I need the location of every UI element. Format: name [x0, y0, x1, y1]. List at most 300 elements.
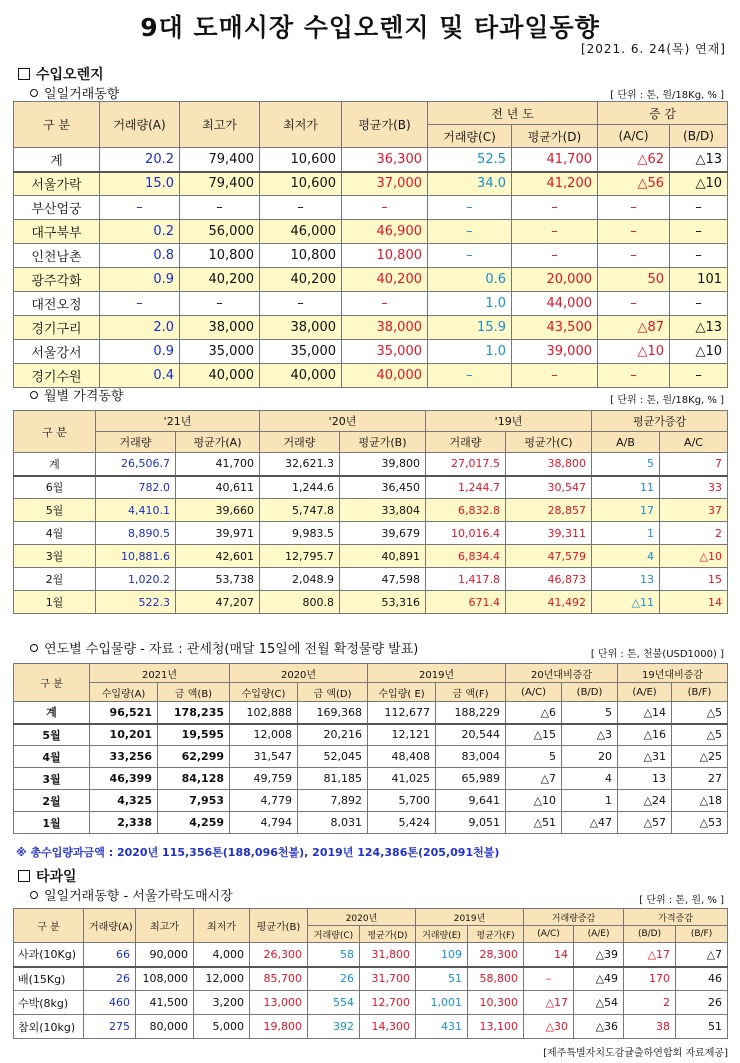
t4-subtitle-text: 일일거래동향 - 서울가락도매시장 — [44, 889, 233, 904]
table-cell: 10,016.4 — [426, 522, 506, 545]
t1-h-min: 최저가 — [260, 102, 342, 148]
t2-h-ac: A/C — [660, 432, 728, 453]
table-cell: – — [598, 220, 670, 244]
table-cell: – — [428, 196, 512, 220]
t2-h-incr: 평균가증감 — [592, 411, 728, 432]
row-label: 참외(10kg) — [14, 1015, 84, 1039]
table-cell: 0.9 — [100, 268, 180, 292]
table-cell: 20,216 — [298, 724, 368, 746]
table-cell: 109 — [416, 943, 468, 967]
table-cell: 554 — [308, 991, 360, 1015]
table-cell: 96,521 — [90, 702, 158, 724]
t2-h-avgC: 평균가(C) — [506, 432, 592, 453]
table-cell: 10,201 — [90, 724, 158, 746]
table-cell: 39,800 — [340, 453, 426, 476]
table-cell: 188,229 — [436, 702, 506, 724]
table-cell: 31,700 — [360, 967, 416, 991]
table-cell: 47,207 — [176, 591, 260, 614]
table-cell: 275 — [84, 1015, 136, 1039]
row-label: 서울강서 — [14, 340, 100, 364]
table-cell: 53,316 — [340, 591, 426, 614]
t3-h-rae: (A/E) — [618, 683, 672, 702]
table-cell: – — [180, 196, 260, 220]
t4-h-gubun: 구 분 — [14, 909, 84, 943]
t1-h-max: 최고가 — [180, 102, 260, 148]
table-cell: 15.0 — [100, 172, 180, 196]
table-cell: 50 — [598, 268, 670, 292]
table-cell: – — [342, 196, 428, 220]
table-cell: 41,700 — [176, 453, 260, 476]
table-row — [14, 268, 728, 292]
table-cell: 39,679 — [340, 522, 426, 545]
row-label: 5월 — [14, 724, 90, 746]
row-label: 1월 — [14, 812, 90, 834]
t3-h-y20: 2020년 — [230, 664, 368, 683]
table-cell: △10 — [598, 340, 670, 364]
table-cell: 0.2 — [100, 220, 180, 244]
table-cell: 170 — [624, 967, 676, 991]
table-cell: 169,368 — [298, 702, 368, 724]
t3-h-rbd: (B/D) — [562, 683, 618, 702]
square-bullet-icon — [18, 870, 30, 882]
table-cell: △17 — [624, 943, 676, 967]
table-cell: 38 — [624, 1015, 676, 1039]
table-cell: △24 — [618, 790, 672, 812]
table-cell: 2,048.9 — [260, 568, 340, 591]
table-cell: – — [100, 292, 180, 316]
table-row — [14, 316, 728, 340]
table-cell: – — [512, 364, 598, 388]
t1-h-pavg: 평균가(D) — [512, 125, 598, 148]
table-cell: 38,800 — [506, 453, 592, 476]
table-cell: △49 — [574, 967, 624, 991]
t3-h-af: 금 액(F) — [436, 683, 506, 702]
table-cell: 33 — [660, 476, 728, 499]
table-cell: 0.6 — [428, 268, 512, 292]
table-cell: △10 — [670, 172, 728, 196]
table-cell: – — [428, 220, 512, 244]
table-cell: △13 — [670, 148, 728, 172]
t1-h-pvol: 거래량(C) — [428, 125, 512, 148]
table-cell: 102,888 — [230, 702, 298, 724]
table-row — [14, 568, 728, 591]
table-cell: – — [670, 220, 728, 244]
table-cell: 26 — [676, 991, 728, 1015]
t4-h-y20: 2020년 — [308, 909, 416, 926]
t3-subtitle-text: 연도별 수입물량 - 자료 : 관세청(매달 15일에 전월 확정물량 발표) — [44, 642, 419, 657]
table-cell: △62 — [598, 148, 670, 172]
t2-subtitle — [30, 385, 123, 404]
t4-h-pd: 평균가(D) — [360, 926, 416, 943]
daily-orange-table — [13, 101, 728, 388]
table-cell: △10 — [506, 790, 562, 812]
table-cell: 84,128 — [158, 768, 230, 790]
table-cell: 5,424 — [368, 812, 436, 834]
table-cell: 1,020.2 — [96, 568, 176, 591]
table-cell: 43,500 — [512, 316, 598, 340]
table-cell: 46,873 — [506, 568, 592, 591]
table-cell: 40,200 — [260, 268, 342, 292]
t2-h-y21: '21년 — [96, 411, 260, 432]
table-cell: – — [428, 364, 512, 388]
table-cell: 46 — [676, 967, 728, 991]
t1-subtitle — [30, 83, 119, 102]
table-cell: 19,595 — [158, 724, 230, 746]
row-label: 4월 — [14, 746, 90, 768]
circle-bullet-icon — [30, 89, 38, 97]
section-other-fruit — [18, 866, 77, 886]
table-cell: 35,000 — [260, 340, 342, 364]
t4-h-vc: 거래량(C) — [308, 926, 360, 943]
table-cell: – — [670, 364, 728, 388]
table-cell: 10,300 — [468, 991, 524, 1015]
row-label: 2월 — [14, 568, 96, 591]
table-cell: – — [260, 292, 342, 316]
table-cell: 58,800 — [468, 967, 524, 991]
table-cell: 108,000 — [136, 967, 194, 991]
table-cell: 12,795.7 — [260, 545, 340, 568]
table-cell: 51 — [416, 967, 468, 991]
table-cell: 41,492 — [506, 591, 592, 614]
table-cell: 40,000 — [342, 364, 428, 388]
table-cell: 40,000 — [260, 364, 342, 388]
table-cell: 0.9 — [100, 340, 180, 364]
table-cell: 38,000 — [180, 316, 260, 340]
table-cell: 31,800 — [360, 943, 416, 967]
table-cell: 5,700 — [368, 790, 436, 812]
table-cell: 52,045 — [298, 746, 368, 768]
table-cell: 10,800 — [180, 244, 260, 268]
table-cell: 28,300 — [468, 943, 524, 967]
table-row — [14, 499, 728, 522]
t3-h-qc: 수입량(C) — [230, 683, 298, 702]
section-orange — [18, 64, 104, 84]
row-label: 3월 — [14, 545, 96, 568]
table-cell: 90,000 — [136, 943, 194, 967]
table-cell: △5 — [672, 702, 728, 724]
table-cell: 112,677 — [368, 702, 436, 724]
circle-bullet-icon — [30, 391, 38, 399]
table-cell: 47,579 — [506, 545, 592, 568]
table-cell: 392 — [308, 1015, 360, 1039]
table-cell: 4,794 — [230, 812, 298, 834]
table-cell: 671.4 — [426, 591, 506, 614]
t4-h-pf: 평균가(F) — [468, 926, 524, 943]
t4-h-vol: 거래량(A) — [84, 909, 136, 943]
table-cell: 49,759 — [230, 768, 298, 790]
table-cell: △47 — [562, 812, 618, 834]
table-cell: 10,600 — [260, 148, 342, 172]
table-cell: △10 — [660, 545, 728, 568]
row-label: 계 — [14, 148, 100, 172]
table-row — [14, 591, 728, 614]
row-label: 부산엄궁 — [14, 196, 100, 220]
table-cell: 27,017.5 — [426, 453, 506, 476]
table-cell: – — [598, 196, 670, 220]
row-label: 사과(10Kg) — [14, 943, 84, 967]
table-cell: 5 — [562, 702, 618, 724]
table-cell: 1,244.6 — [260, 476, 340, 499]
table-cell: 46,399 — [90, 768, 158, 790]
table-row — [14, 545, 728, 568]
table-cell: 27 — [672, 768, 728, 790]
t4-h-rae: (A/E) — [574, 926, 624, 943]
t4-h-min: 최저가 — [194, 909, 250, 943]
table-cell: 81,185 — [298, 768, 368, 790]
table-row — [14, 702, 728, 724]
table-cell: 4 — [562, 768, 618, 790]
table-cell: △7 — [506, 768, 562, 790]
other-fruit-table — [13, 908, 728, 1039]
table-row — [14, 196, 728, 220]
table-cell: 1,001 — [416, 991, 468, 1015]
row-label: 계 — [14, 453, 96, 476]
t2-h-vol19: 거래량 — [426, 432, 506, 453]
t4-subtitle — [30, 885, 233, 904]
table-cell: △39 — [574, 943, 624, 967]
t2-h-vol20: 거래량 — [260, 432, 340, 453]
table-cell: 178,235 — [158, 702, 230, 724]
table-cell: △36 — [574, 1015, 624, 1039]
table-cell: 80,000 — [136, 1015, 194, 1039]
table-cell: 40,200 — [342, 268, 428, 292]
table-cell: 41,200 — [512, 172, 598, 196]
table-cell: △54 — [574, 991, 624, 1015]
table-cell: – — [598, 244, 670, 268]
t4-h-volchg: 거래량증감 — [524, 909, 624, 926]
table-row — [14, 522, 728, 545]
table-cell: 7,892 — [298, 790, 368, 812]
table-row — [14, 340, 728, 364]
row-label: 계 — [14, 702, 90, 724]
table-cell: △18 — [672, 790, 728, 812]
table-row — [14, 220, 728, 244]
t1-h-ac: (A/C) — [598, 125, 670, 148]
table-cell: 12,700 — [360, 991, 416, 1015]
table-cell: – — [512, 220, 598, 244]
table-cell: 9,051 — [436, 812, 506, 834]
t2-h-avgA: 평균가(A) — [176, 432, 260, 453]
section-orange-title: 수입오렌지 — [36, 67, 104, 83]
table-cell: – — [670, 244, 728, 268]
table-cell: 58 — [308, 943, 360, 967]
t2-h-vol21: 거래량 — [96, 432, 176, 453]
row-label: 배(15Kg) — [14, 967, 84, 991]
table-cell: 39,971 — [176, 522, 260, 545]
table-cell: △25 — [672, 746, 728, 768]
table-cell: 32,621.3 — [260, 453, 340, 476]
source-credit: [제주특별자치도감귤출하연합회 자료제공] — [543, 1048, 728, 1059]
table-row — [14, 1015, 728, 1039]
table-row — [14, 991, 728, 1015]
table-cell: △3 — [562, 724, 618, 746]
table-cell: 36,300 — [342, 148, 428, 172]
row-label: 1월 — [14, 591, 96, 614]
table-cell: 36,450 — [340, 476, 426, 499]
table-cell: 7 — [660, 453, 728, 476]
table-cell: 33,804 — [340, 499, 426, 522]
table-cell: 2 — [624, 991, 676, 1015]
table-cell: 10,881.6 — [96, 545, 176, 568]
table-row — [14, 148, 728, 172]
table-cell: 47,598 — [340, 568, 426, 591]
t3-h-qe: 수입량( E) — [368, 683, 436, 702]
table-cell: 17 — [592, 499, 660, 522]
table-cell: 34.0 — [428, 172, 512, 196]
row-label: 2월 — [14, 790, 90, 812]
table-cell: – — [598, 292, 670, 316]
t1-unit: [ 단위 : 톤, 원/18Kg, % ] — [610, 90, 724, 101]
table-cell: △57 — [618, 812, 672, 834]
table-cell: 30,547 — [506, 476, 592, 499]
table-cell: 56,000 — [180, 220, 260, 244]
table-cell: 9,983.5 — [260, 522, 340, 545]
table-cell: 1 — [562, 790, 618, 812]
row-label: 대전오정 — [14, 292, 100, 316]
t2-unit: [ 단위 : 톤, 원/18Kg, % ] — [610, 395, 724, 406]
table-cell: 6,832.8 — [426, 499, 506, 522]
table-cell: 9,641 — [436, 790, 506, 812]
table-cell: 4,410.1 — [96, 499, 176, 522]
table-cell: 13 — [618, 768, 672, 790]
table-cell: △53 — [672, 812, 728, 834]
row-label: 서울가락 — [14, 172, 100, 196]
table-cell: 11 — [592, 476, 660, 499]
table-row — [14, 476, 728, 499]
table-cell: 4,325 — [90, 790, 158, 812]
t3-h-y19: 2019년 — [368, 664, 506, 683]
table-cell: 44,000 — [512, 292, 598, 316]
table-cell: △31 — [618, 746, 672, 768]
table-cell: 46,000 — [260, 220, 342, 244]
table-cell: – — [670, 292, 728, 316]
t3-h-y21: 2021년 — [90, 664, 230, 683]
table-cell: 42,601 — [176, 545, 260, 568]
table-cell: 2 — [660, 522, 728, 545]
table-cell: 20.2 — [100, 148, 180, 172]
row-label: 인천남촌 — [14, 244, 100, 268]
table-cell: △56 — [598, 172, 670, 196]
table-cell: 782.0 — [96, 476, 176, 499]
table-cell: △5 — [672, 724, 728, 746]
table-cell: △51 — [506, 812, 562, 834]
t4-h-rbf: (B/F) — [676, 926, 728, 943]
table-cell: △7 — [676, 943, 728, 967]
table-cell: 26 — [308, 967, 360, 991]
t3-h-rac: (A/C) — [506, 683, 562, 702]
table-cell: 26 — [84, 967, 136, 991]
table-cell: – — [512, 244, 598, 268]
t3-unit: [ 단위 : 톤, 천불(USD1000) ] — [590, 649, 724, 660]
table-row — [14, 943, 728, 967]
table-cell: 5 — [592, 453, 660, 476]
table-cell: 4 — [592, 545, 660, 568]
table-cell: – — [428, 244, 512, 268]
table-cell: △17 — [524, 991, 574, 1015]
table-cell: 14,300 — [360, 1015, 416, 1039]
t3-h-rbf: (B/F) — [672, 683, 728, 702]
table-cell: 31,547 — [230, 746, 298, 768]
table-cell: 20,544 — [436, 724, 506, 746]
table-cell: – — [524, 967, 574, 991]
table-cell: – — [598, 364, 670, 388]
table-cell: – — [512, 196, 598, 220]
t4-h-rac: (A/C) — [524, 926, 574, 943]
circle-bullet-icon — [30, 891, 38, 899]
table-cell: 4,000 — [194, 943, 250, 967]
table-cell: 28,857 — [506, 499, 592, 522]
t4-h-rbd: (B/D) — [624, 926, 676, 943]
table-cell: 40,000 — [180, 364, 260, 388]
t2-h-y19: '19년 — [426, 411, 592, 432]
table-cell: 48,408 — [368, 746, 436, 768]
table-cell: △11 — [592, 591, 660, 614]
table-cell: – — [180, 292, 260, 316]
t4-h-y19: 2019년 — [416, 909, 524, 926]
table-cell: 13,100 — [468, 1015, 524, 1039]
table-cell: 12,000 — [194, 967, 250, 991]
t4-h-max: 최고가 — [136, 909, 194, 943]
t2-h-y20: '20년 — [260, 411, 426, 432]
report-date: [2021. 6. 24(목) 연재] — [580, 42, 726, 56]
table-row — [14, 172, 728, 196]
table-cell: 37 — [660, 499, 728, 522]
table-cell: 5,000 — [194, 1015, 250, 1039]
table-cell: 52.5 — [428, 148, 512, 172]
table-cell: 41,025 — [368, 768, 436, 790]
row-label: 대구북부 — [14, 220, 100, 244]
table-cell: 35,000 — [342, 340, 428, 364]
table-cell: 12,121 — [368, 724, 436, 746]
table-cell: 39,000 — [512, 340, 598, 364]
table-row — [14, 364, 728, 388]
table-cell: 15.9 — [428, 316, 512, 340]
row-label: 경기구리 — [14, 316, 100, 340]
table-cell: 26,300 — [250, 943, 308, 967]
t3-h-qa: 수입량(A) — [90, 683, 158, 702]
table-cell: 79,400 — [180, 172, 260, 196]
table-cell: 85,700 — [250, 967, 308, 991]
square-bullet-icon — [18, 68, 30, 80]
table-cell: 522.3 — [96, 591, 176, 614]
table-cell: 14 — [524, 943, 574, 967]
row-label: 3월 — [14, 768, 90, 790]
table-cell: – — [670, 196, 728, 220]
table-cell: 10,800 — [342, 244, 428, 268]
table-row — [14, 812, 728, 834]
table-cell: 1,244.7 — [426, 476, 506, 499]
table-cell: △13 — [670, 316, 728, 340]
table-cell: 6,834.4 — [426, 545, 506, 568]
table-cell: 40,200 — [180, 268, 260, 292]
t3-subtitle — [30, 638, 418, 657]
table-cell: – — [260, 196, 342, 220]
table-cell: 62,299 — [158, 746, 230, 768]
table-cell: 15 — [660, 568, 728, 591]
table-cell: △16 — [618, 724, 672, 746]
table-cell: 460 — [84, 991, 136, 1015]
table-cell: 53,738 — [176, 568, 260, 591]
table-cell: 8,031 — [298, 812, 368, 834]
t4-unit: [ 단위 : 톤, 원, % ] — [639, 895, 724, 906]
table-cell: 35,000 — [180, 340, 260, 364]
t1-h-vol: 거래량(A) — [100, 102, 180, 148]
table-cell: 38,000 — [260, 316, 342, 340]
t3-h-ab: 금 액(B) — [158, 683, 230, 702]
t3-h-gubun: 구 분 — [14, 664, 90, 702]
table-cell: 5,747.8 — [260, 499, 340, 522]
table-cell: 41,700 — [512, 148, 598, 172]
